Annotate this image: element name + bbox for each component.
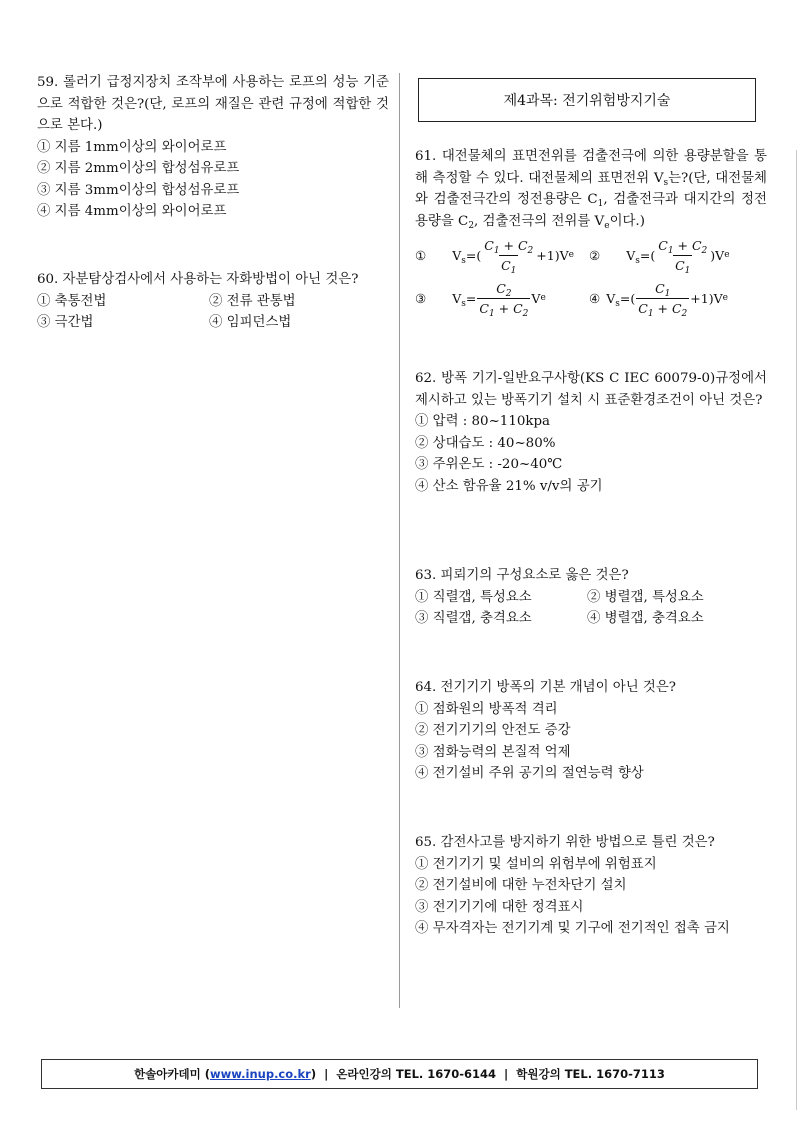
footer-website-link[interactable]: www.inup.co.kr bbox=[210, 1067, 311, 1081]
question-60 bbox=[37, 269, 389, 334]
question-61-text: 61. 대전물체의 표면전위를 검출전극에 의한 용량분할을 통해 측정할 수 있다. 대전물체의 표면전위 $V_s$는?(단, 대전물체와 검출전극간의 정전용량은 $C_1$, 검출전극과 대지간의 정전용량을 $C_2$, 검출전극의 전위를 $V_e$이다.) bbox=[415, 149, 767, 231]
question-64-text: 64. 전기기기 방폭의 기본 개념이 아닌 것은? bbox=[415, 680, 676, 695]
question-61-options-row-2 bbox=[415, 276, 775, 320]
question-60-option-1[interactable]: ① 축통전법 bbox=[37, 293, 107, 309]
question-65-option-3[interactable]: ③ 전기기기에 대한 정격표시 bbox=[415, 899, 584, 915]
question-63-text: 63. 피뢰기의 구성요소로 옳은 것은? bbox=[415, 568, 629, 583]
question-62-option-4[interactable]: ④ 산소 함유율 21% v/v의 공기 bbox=[415, 478, 603, 494]
question-59-option-4[interactable]: ④ 지름 4mm이상의 와이어로프 bbox=[37, 204, 227, 219]
footer-phone-info: ) | 온라인강의 TEL. 1670-6144 | 학원강의 TEL. 1670-7113 bbox=[310, 1067, 665, 1081]
question-63-option-3[interactable]: ③ 직렬갭, 충격요소 bbox=[415, 611, 532, 626]
column-divider bbox=[399, 73, 400, 1008]
question-64-option-1[interactable]: ① 점화원의 방폭적 격리 bbox=[415, 701, 558, 717]
question-65-option-2[interactable]: ② 전기설비에 대한 누전차단기 설치 bbox=[415, 878, 627, 893]
question-61-option-4[interactable]: ④ $V_s=$( $\frac{C_1}{C_1 + C_2}$ +1)V e bbox=[589, 280, 728, 319]
footer-academy: 한솔아카데미 ( bbox=[134, 1067, 211, 1081]
fraction: $\frac{C_1 + C_2}{C_1}$ bbox=[484, 237, 534, 276]
question-60-option-4[interactable]: ④ 임피던스법 bbox=[209, 315, 292, 330]
question-65-option-1[interactable]: ① 전기기기 및 설비의 위험부에 위험표지 bbox=[415, 856, 657, 872]
question-64 bbox=[415, 677, 767, 785]
question-61-options-row-1 bbox=[415, 233, 775, 277]
question-60-text: 60. 자분탐상검사에서 사용하는 자화방법이 아닌 것은? bbox=[37, 272, 359, 287]
question-62-option-2[interactable]: ② 상대습도 : 40~80% bbox=[415, 435, 556, 451]
question-60-option-3[interactable]: ③ 극간법 bbox=[37, 315, 94, 330]
question-61 bbox=[415, 146, 767, 232]
question-59-text: 59. 롤러기 급정지장치 조작부에 사용하는 로프의 성능 기준으로 적합한 것은?(단, 로프의 재질은 관련 규정에 적합한 것으로 본다.) bbox=[37, 75, 389, 133]
subject-title: 제4과목: 전기위험방지기술 bbox=[503, 93, 671, 109]
question-62-option-1[interactable]: ① 압력 : 80~110kpa bbox=[415, 414, 551, 429]
question-63-option-4[interactable]: ④ 병렬갭, 충격요소 bbox=[587, 611, 704, 626]
question-59-option-1[interactable]: ① 지름 1mm이상의 와이어로프 bbox=[37, 139, 227, 155]
fraction: $\frac{C_1}{C_1 + C_2}$ bbox=[638, 280, 688, 319]
question-62 bbox=[415, 368, 767, 497]
question-65-text: 65. 감전사고를 방지하기 위한 방법으로 틀린 것은? bbox=[415, 835, 715, 850]
question-65 bbox=[415, 832, 767, 940]
question-61-option-1[interactable]: ① $V_s=$( $\frac{C_1 + C_2}{C_1}$ +1)V e bbox=[415, 237, 574, 276]
fraction: $\frac{C_1 + C_2}{C_1}$ bbox=[658, 237, 708, 276]
question-64-option-3[interactable]: ③ 점화능력의 본질적 억제 bbox=[415, 744, 571, 760]
page-edge-line bbox=[796, 150, 797, 1110]
question-60-option-2[interactable]: ② 전류 관통법 bbox=[209, 293, 296, 309]
question-61-option-3[interactable]: ③ $V_s=$ $\frac{C_2}{C_1 + C_2}$ V e bbox=[415, 280, 546, 319]
question-63-option-2[interactable]: ② 병렬갭, 특성요소 bbox=[587, 589, 704, 605]
question-61-option-2[interactable]: ② $V_s=$( $\frac{C_1 + C_2}{C_1}$ )V e bbox=[589, 237, 730, 276]
footer-contact-bar bbox=[41, 1059, 758, 1089]
question-59 bbox=[37, 72, 389, 223]
question-59-option-2[interactable]: ② 지름 2mm이상의 합성섬유로프 bbox=[37, 161, 240, 176]
question-63-option-1[interactable]: ① 직렬갭, 특성요소 bbox=[415, 589, 532, 605]
question-65-option-4[interactable]: ④ 무자격자는 전기기계 및 기구에 전기적인 접촉 금지 bbox=[415, 921, 730, 936]
question-64-option-2[interactable]: ② 전기기기의 안전도 증강 bbox=[415, 723, 571, 738]
question-59-option-3[interactable]: ③ 지름 3mm이상의 합성섬유로프 bbox=[37, 182, 240, 198]
fraction: $\frac{C_2}{C_1 + C_2}$ bbox=[479, 280, 529, 319]
subject-title-box bbox=[418, 78, 756, 122]
question-62-text: 62. 방폭 기기-일반요구사항(KS C IEC 60079-0)규정에서 제시하고 있는 방폭기기 설치 시 표준환경조건이 아닌 것은? bbox=[415, 371, 767, 408]
question-64-option-4[interactable]: ④ 전기설비 주위 공기의 절연능력 향상 bbox=[415, 766, 644, 781]
question-63 bbox=[415, 565, 767, 630]
question-62-option-3[interactable]: ③ 주위온도 : -20~40℃ bbox=[415, 457, 563, 472]
